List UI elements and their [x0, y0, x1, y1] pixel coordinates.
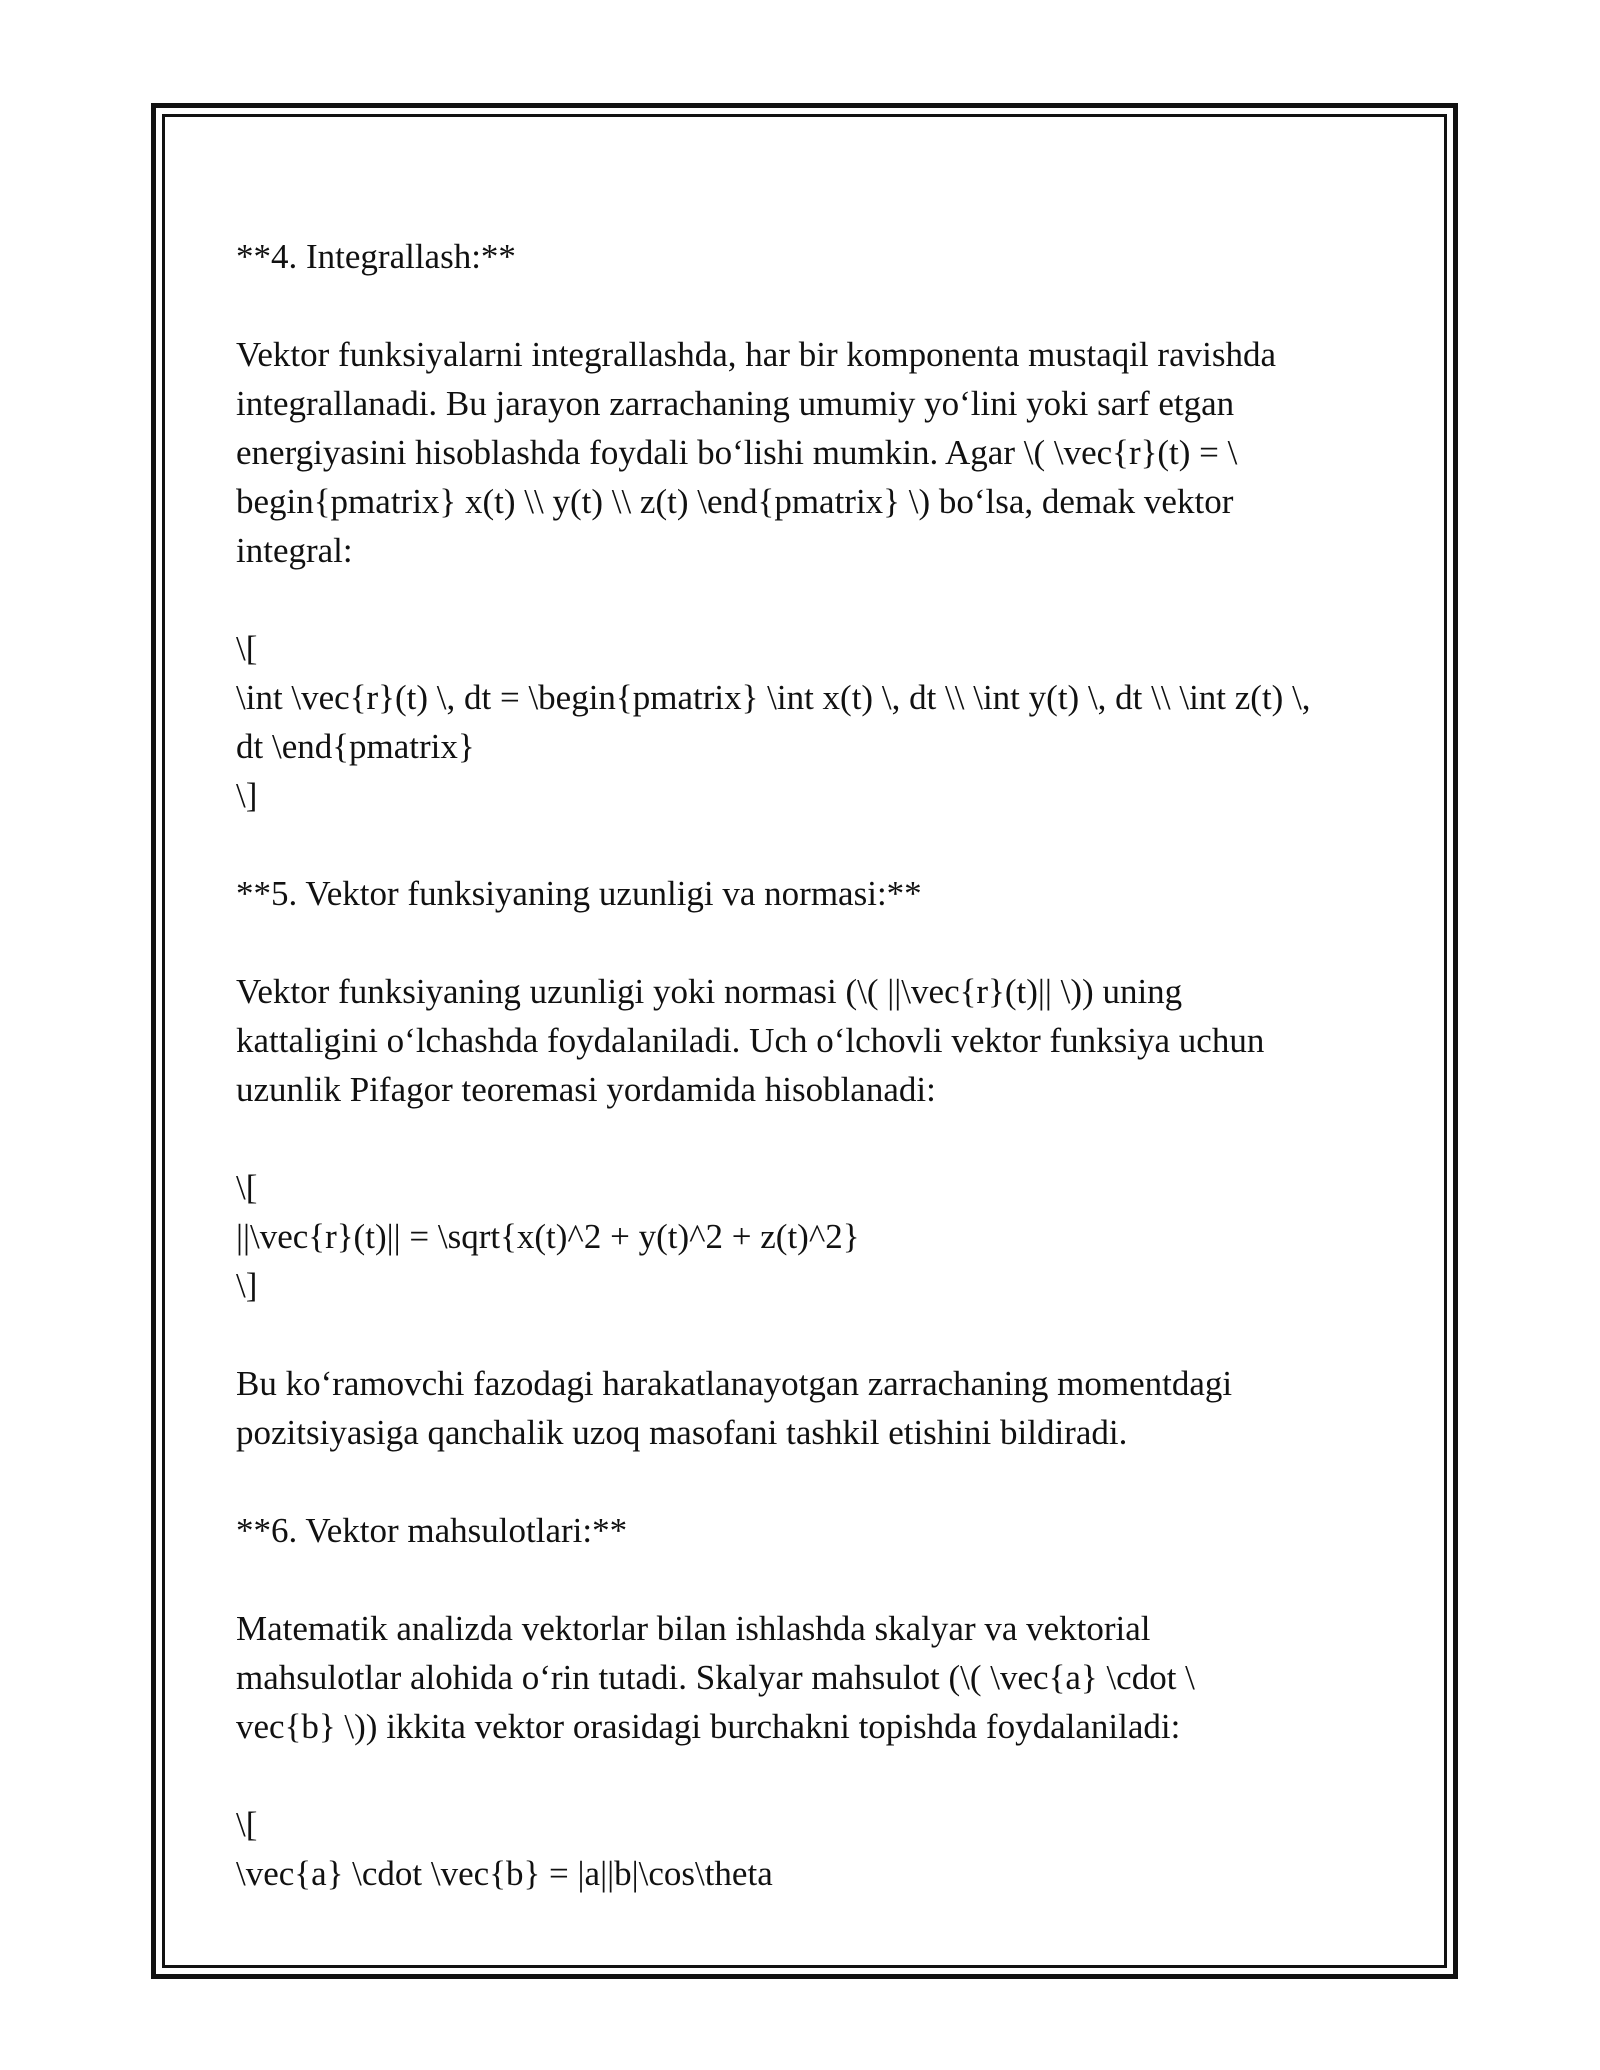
formula-line: \] — [236, 776, 258, 815]
formula-line: dt \end{pmatrix} — [236, 727, 475, 766]
section-6-formula — [236, 1800, 1386, 1898]
formula-line: \[ — [236, 1168, 258, 1207]
paragraph-line: uzunlik Pifagor teoremasi yordamida hisoblanadi: — [236, 1070, 936, 1109]
paragraph-line: integrallanadi. Bu jarayon zarrachaning umumiy yo‘lini yoki sarf etgan — [236, 384, 1235, 423]
section-6-heading: **6. Vektor mahsulotlari:** — [236, 1511, 628, 1550]
document-body — [236, 232, 1386, 1947]
paragraph-line: energiyasini hisoblashda foydali bo‘lishi mumkin. Agar \( \vec{r}(t) = \ — [236, 433, 1238, 472]
paragraph-line: begin{pmatrix} x(t) \\ y(t) \\ z(t) \end{pmatrix} \) bo‘lsa, demak vektor — [236, 482, 1234, 521]
formula-line: \] — [236, 1266, 258, 1305]
section-4-formula — [236, 624, 1386, 820]
formula-line: \vec{a} \cdot \vec{b} = |a||b|\cos\theta — [236, 1854, 773, 1893]
formula-line: \[ — [236, 1805, 258, 1844]
paragraph-line: Bu ko‘ramovchi fazodagi harakatlanayotgan zarrachaning momentdagi — [236, 1364, 1233, 1403]
paragraph-line: Matematik analizda vektorlar bilan ishlashda skalyar va vektorial — [236, 1609, 1151, 1648]
paragraph-line: Vektor funksiyalarni integrallashda, har bir komponenta mustaqil ravishda — [236, 335, 1277, 374]
paragraph-line: kattaligini o‘lchashda foydalaniladi. Uch o‘lchovli vektor funksiya uchun — [236, 1021, 1265, 1060]
section-6-paragraph — [236, 1604, 1386, 1751]
section-5-paragraph — [236, 967, 1386, 1114]
paragraph-line: integral: — [236, 531, 353, 570]
formula-line: ||\vec{r}(t)|| = \sqrt{x(t)^2 + y(t)^2 + z(t)^2} — [236, 1217, 860, 1256]
formula-line: \int \vec{r}(t) \, dt = \begin{pmatrix} \int x(t) \, dt \\ \int y(t) \, dt \\ \int z(t) \, — [236, 678, 1311, 717]
section-5-conclusion — [236, 1359, 1386, 1457]
section-5-heading: **5. Vektor funksiyaning uzunligi va normasi:** — [236, 874, 922, 913]
section-5-formula — [236, 1163, 1386, 1310]
paragraph-line: mahsulotlar alohida o‘rin tutadi. Skalyar mahsulot (\( \vec{a} \cdot \ — [236, 1658, 1195, 1697]
paragraph-line: vec{b} \)) ikkita vektor orasidagi burchakni topishda foydalaniladi: — [236, 1707, 1181, 1746]
formula-line: \[ — [236, 629, 258, 668]
paragraph-line: pozitsiyasiga qanchalik uzoq masofani tashkil etishini bildiradi. — [236, 1413, 1128, 1452]
section-4-heading: **4. Integrallash:** — [236, 237, 516, 276]
section-4-paragraph — [236, 330, 1386, 575]
paragraph-line: Vektor funksiyaning uzunligi yoki normasi (\( ||\vec{r}(t)|| \)) uning — [236, 972, 1183, 1011]
